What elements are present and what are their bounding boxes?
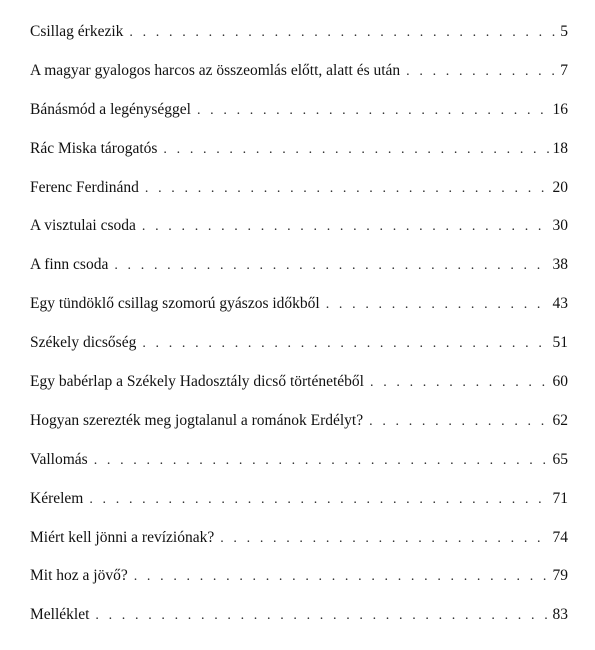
toc-entry-title: Székely dicsőség bbox=[30, 334, 137, 352]
toc-entry bbox=[30, 294, 568, 333]
dot-leader bbox=[197, 101, 549, 121]
dot-leader bbox=[89, 490, 548, 510]
toc-entry bbox=[30, 489, 568, 528]
toc-entry-page: 43 bbox=[552, 295, 568, 313]
dot-leader bbox=[369, 412, 548, 432]
toc-entry-page: 30 bbox=[552, 217, 568, 235]
toc-entry-page: 51 bbox=[552, 334, 568, 352]
dot-leader bbox=[142, 334, 548, 354]
dot-leader bbox=[95, 606, 548, 626]
dot-leader bbox=[142, 217, 549, 237]
toc-entry bbox=[30, 178, 568, 217]
toc-entry bbox=[30, 100, 568, 139]
toc-entry bbox=[30, 333, 568, 372]
toc-entry-page: 38 bbox=[552, 256, 568, 274]
toc-entry bbox=[30, 255, 568, 294]
dot-leader bbox=[406, 62, 556, 82]
dot-leader bbox=[114, 256, 548, 276]
toc-entry-page: 74 bbox=[552, 528, 568, 546]
dot-leader bbox=[129, 23, 556, 43]
toc-entry-page: 83 bbox=[552, 606, 568, 624]
toc-entry-page: 18 bbox=[552, 139, 568, 157]
toc-entry-title: Ferenc Ferdinánd bbox=[30, 178, 139, 196]
toc-entry-title: Vallomás bbox=[30, 450, 88, 468]
dot-leader bbox=[370, 373, 549, 393]
toc-entry-page: 71 bbox=[552, 489, 568, 507]
toc-entry-title: Mit hoz a jövő? bbox=[30, 567, 128, 585]
dot-leader bbox=[163, 140, 548, 160]
toc-entry-page: 60 bbox=[552, 373, 568, 391]
toc-entry-title: Miért kell jönni a revíziónak? bbox=[30, 528, 215, 546]
toc-entry bbox=[30, 216, 568, 255]
toc-entry-title: Egy babérlap a Székely Hadosztály dicső történetéből bbox=[30, 373, 364, 391]
toc-entry-page: 62 bbox=[552, 411, 568, 429]
toc-entry-title: Melléklet bbox=[30, 606, 90, 624]
dot-leader bbox=[220, 529, 548, 549]
toc-entry-title: Hogyan szerezték meg jogtalanul a románok Erdélyt? bbox=[30, 411, 364, 429]
toc-entry bbox=[30, 411, 568, 450]
toc-entry-title: A visztulai csoda bbox=[30, 217, 136, 235]
table-of-contents bbox=[30, 22, 568, 644]
dot-leader bbox=[94, 451, 549, 471]
toc-entry-title: A magyar gyalogos harcos az összeomlás előtt, alatt és után bbox=[30, 61, 401, 79]
toc-entry bbox=[30, 22, 568, 61]
toc-entry-page: 16 bbox=[552, 100, 568, 118]
toc-entry bbox=[30, 372, 568, 411]
toc-entry-page: 7 bbox=[560, 61, 568, 79]
toc-entry-page: 65 bbox=[552, 450, 568, 468]
toc-entry-page: 5 bbox=[560, 23, 568, 40]
toc-entry bbox=[30, 528, 568, 567]
dot-leader bbox=[134, 567, 549, 587]
toc-entry-title: Csillag érkezik bbox=[30, 23, 124, 40]
toc-entry bbox=[30, 605, 568, 644]
toc-entry-title: Egy tündöklő csillag szomorú gyászos időkből bbox=[30, 295, 320, 313]
toc-entry bbox=[30, 450, 568, 489]
toc-entry-page: 79 bbox=[552, 567, 568, 585]
toc-entry-title: Bánásmód a legénységgel bbox=[30, 100, 191, 118]
toc-entry-page: 20 bbox=[552, 178, 568, 196]
toc-entry-title: A finn csoda bbox=[30, 256, 109, 274]
toc-entry-title: Rác Miska tárogatós bbox=[30, 139, 158, 157]
toc-entry bbox=[30, 139, 568, 178]
toc-entry bbox=[30, 566, 568, 605]
toc-entry-title: Kérelem bbox=[30, 489, 84, 507]
dot-leader bbox=[145, 179, 549, 199]
toc-entry bbox=[30, 61, 568, 100]
dot-leader bbox=[326, 295, 549, 315]
